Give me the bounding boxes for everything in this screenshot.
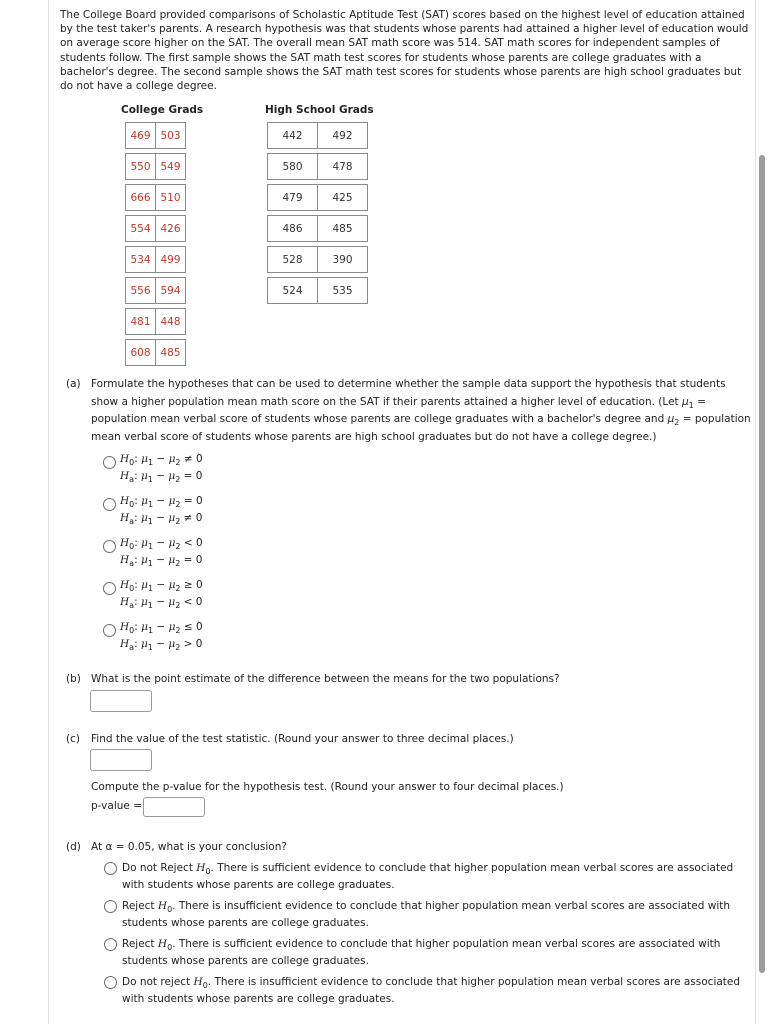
scrollbar[interactable] bbox=[759, 155, 765, 973]
conclusion-text: . There is sufficient evidence to conclude that higher population mean verbal scores are associated with students whose parents are college graduates. bbox=[122, 938, 721, 967]
p-value-question: Compute the p-value for the hypothesis test. (Round your answer to four decimal places.) bbox=[91, 781, 564, 793]
table-cell: 478 bbox=[318, 154, 368, 180]
table-cell: 492 bbox=[318, 123, 368, 149]
part-a-text-2: = population mean verbal score of students whose parents are college graduates with a bachelor's degree and bbox=[91, 395, 706, 425]
conclusion-radio-4[interactable] bbox=[104, 976, 117, 989]
part-d-question: At α = 0.05, what is your conclusion? bbox=[91, 841, 287, 853]
table-row bbox=[126, 247, 186, 273]
hypothesis-radio-2[interactable] bbox=[103, 498, 116, 511]
table-cell: 479 bbox=[268, 185, 318, 211]
hypothesis-radio-1[interactable] bbox=[103, 456, 116, 469]
conclusion-lead: Reject bbox=[122, 938, 158, 950]
null-hypothesis-relation: ≠ 0 bbox=[183, 453, 203, 465]
conclusion-lead: Do not reject bbox=[122, 976, 194, 988]
table-row bbox=[268, 216, 368, 242]
table-cell: 535 bbox=[318, 278, 368, 304]
table-row bbox=[268, 154, 368, 180]
college-grads-title: College Grads bbox=[121, 104, 204, 116]
table-row bbox=[126, 154, 186, 180]
conclusion-lead: Do not Reject bbox=[122, 862, 197, 874]
high-school-grads-title: High School Grads bbox=[265, 104, 374, 116]
table-row bbox=[126, 309, 186, 335]
conclusion-option-3[interactable]: Reject $H_0$. There is sufficient evidence to conclude that higher population mean verbal scores are associated with students whose parents are college graduates. bbox=[122, 938, 721, 967]
table-cell: 469 bbox=[126, 123, 156, 149]
part-a-tag: (a) bbox=[66, 378, 81, 390]
table-cell: 448 bbox=[156, 309, 186, 335]
table-cell: 510 bbox=[156, 185, 186, 211]
problem-intro bbox=[60, 8, 750, 93]
table-cell: 425 bbox=[318, 185, 368, 211]
table-cell: 481 bbox=[126, 309, 156, 335]
conclusion-option-1[interactable]: Do not Reject $H_0$. There is sufficient evidence to conclude that higher population mean verbal scores are associated with students whose parents are college graduates. bbox=[122, 862, 734, 891]
table-row bbox=[126, 216, 186, 242]
conclusion-lead: Reject bbox=[122, 900, 158, 912]
table-cell: 666 bbox=[126, 185, 156, 211]
table-cell: 499 bbox=[156, 247, 186, 273]
table-row bbox=[126, 185, 186, 211]
table-cell: 594 bbox=[156, 278, 186, 304]
table-cell: 556 bbox=[126, 278, 156, 304]
table-row bbox=[268, 185, 368, 211]
table-cell: 528 bbox=[268, 247, 318, 273]
part-a-question: Formulate the hypotheses that can be used to determine whether the sample data support the hypothesis that students show a higher population mean math score on the SAT if their parents attained a higher level of education. (Let $\mu_1$ = population mean verbal score of students whose parents are college graduates with a bachelor's degree and $\mu_2$ = population mean verbal score of students whose parents are high school graduates but do not have a college degree.) bbox=[91, 378, 751, 443]
table-cell: 524 bbox=[268, 278, 318, 304]
table-row bbox=[126, 278, 186, 304]
table-cell: 580 bbox=[268, 154, 318, 180]
p-value-input[interactable] bbox=[143, 797, 205, 817]
alt-hypothesis-relation: ≠ 0 bbox=[183, 512, 203, 524]
hypothesis-radio-4[interactable] bbox=[103, 582, 116, 595]
table-row bbox=[126, 123, 186, 149]
part-d-tag: (d) bbox=[66, 841, 81, 853]
table-cell: 390 bbox=[318, 247, 368, 273]
table-cell: 485 bbox=[156, 340, 186, 366]
conclusion-option-2[interactable]: Reject $H_0$. There is insufficient evidence to conclude that higher population mean verbal scores are associated with students whose parents are college graduates. bbox=[122, 900, 731, 929]
table-cell: 534 bbox=[126, 247, 156, 273]
conclusion-radio-2[interactable] bbox=[104, 900, 117, 913]
null-hypothesis-relation: ≥ 0 bbox=[183, 579, 203, 591]
p-value-label: p-value = bbox=[91, 800, 142, 812]
point-estimate-input[interactable] bbox=[90, 690, 152, 712]
conclusion-text: . There is insufficient evidence to conclude that higher population mean verbal scores are associated with students whose parents are college graduates. bbox=[122, 900, 731, 929]
conclusion-radio-3[interactable] bbox=[104, 938, 117, 951]
part-c-question: Find the value of the test statistic. (Round your answer to three decimal places.) bbox=[91, 733, 514, 745]
hypothesis-option-1[interactable]: $H_0$: $\mu_1 - \mu_2 \ne 0$ $H_a$: $\mu_1 - \mu_2 = 0$ bbox=[120, 453, 203, 484]
conclusion-text: . There is sufficient evidence to conclude that higher population mean verbal scores are associated with students whose parents are college graduates. bbox=[122, 862, 734, 891]
conclusion-radio-1[interactable] bbox=[104, 862, 117, 875]
null-hypothesis-relation: = 0 bbox=[183, 495, 203, 507]
part-b-question: What is the point estimate of the difference between the means for the two populations? bbox=[91, 673, 560, 685]
null-hypothesis-relation: ≤ 0 bbox=[183, 621, 203, 633]
hypothesis-radio-5[interactable] bbox=[103, 624, 116, 637]
part-a-text-3: = population mean verbal score of students whose parents are high school graduates but do not have a college degree.) bbox=[91, 413, 751, 443]
table-cell: 554 bbox=[126, 216, 156, 242]
alt-hypothesis-relation: < 0 bbox=[183, 596, 203, 608]
alt-hypothesis-relation: > 0 bbox=[183, 638, 203, 650]
table-row bbox=[126, 340, 186, 366]
hypothesis-option-2[interactable]: $H_0$: $\mu_1 - \mu_2 = 0$ $H_a$: $\mu_1 - \mu_2 \ne 0$ bbox=[120, 495, 203, 526]
hypothesis-radio-3[interactable] bbox=[103, 540, 116, 553]
table-cell: 485 bbox=[318, 216, 368, 242]
part-c-tag: (c) bbox=[66, 733, 80, 745]
intro-text: The College Board provided comparisons of Scholastic Aptitude Test (SAT) scores based on the highest level of education attained by the test taker's parents. A research hypothesis was that students whose parents had attained a higher level of education would on average score higher on the SAT. The overall mean SAT math score was 514. SAT math scores for independent samples of students follow. The first sample shows the SAT math test scores for students whose parents are college graduates with a bachelor's degree. The second sample shows the SAT math test scores for students whose parents are high school graduates but do not have a college degree. bbox=[60, 9, 749, 93]
table-cell: 442 bbox=[268, 123, 318, 149]
alt-hypothesis-relation: = 0 bbox=[183, 554, 203, 566]
table-cell: 550 bbox=[126, 154, 156, 180]
part-b-tag: (b) bbox=[66, 673, 81, 685]
table-cell: 549 bbox=[156, 154, 186, 180]
table-cell: 486 bbox=[268, 216, 318, 242]
conclusion-text: . There is insufficient evidence to conclude that higher population mean verbal scores are associated with students whose parents are college graduates. bbox=[122, 976, 741, 1005]
table-cell: 503 bbox=[156, 123, 186, 149]
hypothesis-option-3[interactable]: $H_0$: $\mu_1 - \mu_2 < 0$ $H_a$: $\mu_1 - \mu_2 = 0$ bbox=[120, 537, 203, 568]
conclusion-option-4[interactable]: Do not reject $H_0$. There is insufficient evidence to conclude that higher population mean verbal scores are associated with students whose parents are college graduates. bbox=[122, 976, 741, 1005]
table-cell: 608 bbox=[126, 340, 156, 366]
table-row bbox=[268, 247, 368, 273]
table-row bbox=[268, 278, 368, 304]
test-statistic-input[interactable] bbox=[90, 749, 152, 771]
table-row bbox=[268, 123, 368, 149]
alt-hypothesis-relation: = 0 bbox=[183, 470, 203, 482]
table-cell: 426 bbox=[156, 216, 186, 242]
hypothesis-option-5[interactable]: $H_0$: $\mu_1 - \mu_2 \le 0$ $H_a$: $\mu_1 - \mu_2 > 0$ bbox=[120, 621, 203, 652]
part-a-text-1: Formulate the hypotheses that can be used to determine whether the sample data support the hypothesis that students show a higher population mean math score on the SAT if their parents attained a higher level of education. (Let bbox=[91, 378, 726, 408]
hypothesis-option-4[interactable]: $H_0$: $\mu_1 - \mu_2 \ge 0$ $H_a$: $\mu_1 - \mu_2 < 0$ bbox=[120, 579, 203, 610]
null-hypothesis-relation: < 0 bbox=[183, 537, 203, 549]
college-grads-table bbox=[125, 122, 186, 366]
high-school-grads-table bbox=[267, 122, 368, 304]
